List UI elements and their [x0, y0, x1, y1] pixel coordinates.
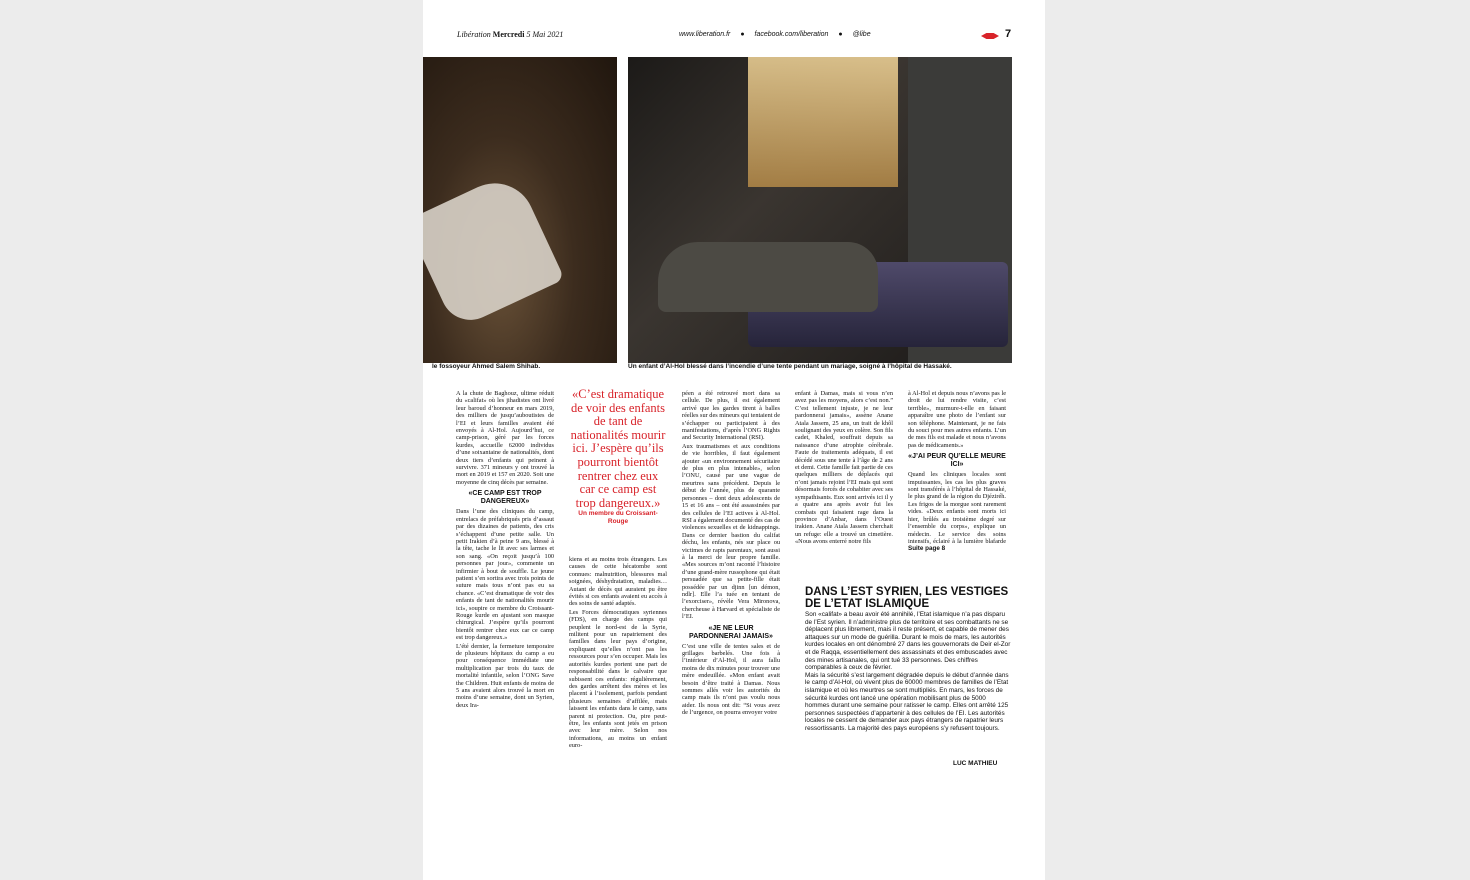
issue-day: Mercredi	[492, 30, 525, 39]
author-signature: LUC MATHIEU	[953, 760, 998, 767]
paragraph: A la chute de Baghouz, ultime réduit du «califat» où les jihadistes ont livré leur baroud d’honneur en mars 2019, des milliers de jusqu’auboutistes de l’EI et leurs familles avaient été envoyés à Al-Hol. Aujourd’hui, ce camp-prison, géré par les forces kurdes, accueille 62000 individus d’une soixantaine de nationalités, dont deux tiers d’enfants qui peinent à survivre. 371 mineurs y ont trouvé la mort en 2019 et 157 en 2020. Soit une moyenne de cinq décès par semaine.	[456, 390, 554, 486]
newspaper-page	[423, 0, 1045, 880]
paragraph: kiens et au moins trois étrangers. Les causes de cette hécatombe sont connues: malnutrition, blessures mal soignées, déshydratation, maladies… Autant de décès qui auraient pu être évités si ces enfants avaient eu accès à des soins de santé adaptés.	[569, 556, 667, 608]
paragraph: L’été dernier, la fermeture temporaire de plusieurs hôpitaux du camp a eu pour conséquence immédiate une multiplication par trois du taux de mortalité infantile, selon l’ONG Save the Children. Huit enfants de moins de 5 ans avaient alors trouvé la mort en moins d’une semaine, dont un Syrien, deux Ira-	[456, 642, 554, 709]
issue-date: 5 Mai 2021	[526, 30, 564, 39]
shroud-shape	[423, 170, 565, 329]
paragraph: C’est une ville de tentes sales et de grillages barbelés. Une fois à l’intérieur d’Al-Hol, il aura fallu moins de dix minutes pour trouver une mère endeuillée. «Mon enfant avait besoin d’être traité à Damas. Nous sommes allés voir les autorités du camp mais ils n’ont pas voulu nous aider. Ils nous ont dit: “Si vous avez de l’urgence, on pourra envoyer votre	[682, 642, 780, 717]
article-column-1	[456, 390, 554, 710]
page-number: 7	[1005, 28, 1012, 40]
photo-gravedigger	[423, 57, 617, 363]
liberation-logo-icon	[981, 33, 999, 39]
paragraph: enfant à Damas, mais si vous n’en avez pas les moyens, alors c’est non.” C’est tellement injuste, je ne leur pardonnerai jamais», assène Anane Atala Jassem, 25 ans, un trait de khôl soulignant des yeux en colère. Son fils cadet, Khaled, souffrait depuis sa naissance d’une atrophie cérébrale. Faute de traitements adéquats, il est décédé sous une tente à l’âge de 2 ans et demi. Cette famille fait partie de ces quelques milliers de déplacés qui n’ont jamais rejoint l’EI mais qui sont désormais forcés de cohabiter avec ses sympathisants. Eux sont arrivés ici il y a quatre ans après avoir fui les combats qui faisaient rage dans la province d’Anbar, dans l’Ouest irakien. Anane Atala Jassem cherchait un refuge: elle a trouvé un cimetière. «Nous avons enterré notre fils	[795, 390, 893, 546]
pull-quote: «C’est dramatique de voir des enfants de tant de nationalités mourir ici. J’espère qu’ils pourront bientôt rentrer chez eux car ce camp est trop dangereux.»	[570, 387, 666, 510]
twitter-icon: ●	[838, 31, 843, 38]
social-links	[679, 31, 879, 38]
photo-caption-left: le fossoyeur Ahmed Salem Shihab.	[432, 363, 541, 370]
article-column-2	[569, 556, 667, 751]
twitter-link[interactable]: @libe	[852, 31, 871, 38]
photo-hospital-child	[628, 57, 1012, 363]
article-column-4	[795, 390, 893, 547]
blanket-shape	[658, 242, 878, 312]
facebook-link[interactable]: facebook.com/liberation	[754, 31, 829, 38]
paragraph: Aux traumatismes et aux conditions de vie horribles, il faut également ajouter «un environnement sécuritaire de plus en plus intenable», selon l’ONU, causé par une vague de meurtres sans précédent. Depuis le début de l’année, plus de quarante personnes – dont deux adolescents de 15 et 16 ans – ont été assassinées par des cellules de l’EI actives à Al-Hol. RSI a également documenté des cas de violences sexuelles et de kidnappings. Dans ce dernier bastion du califat déchu, les enfants, nés sur place ou victimes de rapts parentaux, sont aussi à la merci de leur propre famille. «Mes sources m’ont raconté l’histoire d’une grand-mère russophone qui était persuadée que sa petite-fille était possédée par un djinn [un démon, ndlr]. Elle l’a tuée en tentant de l’exorciser», révèle Vera Mironova, chercheuse à Harvard et spécialiste de l’EI.	[682, 442, 780, 621]
subheading: «CE CAMP EST TROP DANGEREUX»	[468, 490, 542, 506]
subheading: «J’AI PEUR QU’ELLE MEURE ICI»	[908, 453, 1006, 469]
subheading: «JE NE LEUR PARDONNERAI JAMAIS»	[689, 624, 773, 640]
article-column-5	[908, 390, 1006, 554]
website-link[interactable]: www.liberation.fr	[679, 31, 731, 38]
paragraph: Son «califat» a beau avoir été annihilé, l’Etat islamique n’a pas disparu de l’Est syrien. Il n’administre plus de territoire et ses combattants ne se déplacent plus librement, mais il reste présent, et capable de mener des attaques sur un mode de guérilla. Durant le mois de mars, les autorités kurdes locales en ont dénombré 27 dans les gouvernorats de Deir el-Zor et de Raqqa, essentiellement des assassinats et des embuscades avec des mines artisanales, qui ont tué 33 personnes. Des chiffres comparables à ceux de février.	[805, 611, 1011, 672]
paragraph: à Al-Hol et depuis nous n’avons pas le droit de lui rendre visite, c’est terrible», murmure-t-elle en faisant apparaître une photo de l’enfant sur son téléphone. Maintenant, je ne fais du souci pour mes autres enfants. L’un de mes fils est malade et nous n’avons pas de médicaments.»	[908, 390, 1006, 449]
sidebar-box-body	[805, 611, 1011, 733]
masthead	[457, 30, 563, 39]
paragraph: péen a été retrouvé mort dans sa cellule. De plus, il est également arrivé que les gardes tirent à balles réelles sur des mineurs qui tentaient de s’échapper ou participaient à des manifestations, d’après l’ONG Rights and Security International (RSI).	[682, 390, 780, 442]
window-light	[748, 57, 898, 187]
paragraph: Dans l’une des cliniques du camp, entrelacs de préfabriqués pris d’assaut par des dizaines de patients, des cris s’échappent d’une petite salle. Un petit Irakien d’à peine 9 ans, blessé à la tête, tache le lit avec ses larmes et son sang. «On reçoit jusqu’à 100 personnes par jour», commente un infirmier à bout de souffle. Le jeune patient s’en sortira avec trois points de suture mais tous n’ont pas eu sa chance. «C’est dramatique de voir des enfants de tant de nationalités mourir ici», soupire ce membre du Croissant-Rouge kurde en ajustant son masque chirurgical. J’espère qu’ils pourront bientôt rentrer chez eux car ce camp est trop dangereux.»	[456, 508, 554, 642]
paragraph: Les Forces démocratiques syriennes (FDS), en charge des camps qui peuplent le nord-est de la Syrie, militent pour un rapatriement des familles dans leur pays d’origine, expliquant qu’elles n’ont pas les ressources pour s’en occuper. Mais les autorités kurdes portent une part de responsabilité dans le calvaire que subissent ces enfants: régulièrement, des gardes arrêtent des mères et les placent à l’isolement, parfois pendant plusieurs semaines d’affilée, mais laissent les enfants dans le camp, sans parent ni protection. Ou, pire peut-être, les enfants sont jetés en prison avec leur mère. Selon nos informations, au moins un enfant euro-	[569, 608, 667, 750]
continued-link[interactable]: Suite page 8	[908, 545, 946, 553]
article-column-3	[682, 390, 780, 718]
paragraph-text: Quand les cliniques locales sont impuissantes, les cas les plus graves sont transférés à l’hôpital de Hassaké, le plus grand de la région du Djéziréh. Les frigos de la morgue sont rarement vides. «Deux enfants sont morts ici hier, brûlés au troisième degré sur l’ensemble du corps», explique un médecin. Le service des soins intensifs, éclairé à la lumière blafarde	[908, 471, 1006, 545]
sidebar-box-title: DANS L’EST SYRIEN, LES VESTIGES DE L’ETAT ISLAMIQUE	[805, 586, 1009, 610]
facebook-icon: ●	[740, 31, 745, 38]
paragraph	[908, 471, 1006, 552]
paragraph: Mais la sécurité s’est largement dégradée depuis le début d’année dans le camp d’Al-Hol, où vivent plus de 60000 membres de familles de l’Etat islamique et où les meurtres se sont multipliés. En mars, les forces de sécurité kurdes ont lancé une opération mobilisant plus de 5000 hommes durant une semaine pour ratisser le camp. Elles ont arrêté 125 personnes suspectées d’appartenir à des cellules de l’EI. Les autorités locales ne cessent de demander aux pays étrangers de rapatrier leurs ressortissants. La majorité des pays européens s’y refusent toujours.	[805, 671, 1009, 732]
brand-name: Libération	[457, 30, 491, 39]
pull-quote-source: Un membre du Croissant-Rouge	[578, 510, 658, 525]
photo-caption-right: Un enfant d’Al-Hol blessé dans l’incendie d’une tente pendant un mariage, soigné à l’hôpital de Hassaké.	[628, 363, 952, 370]
